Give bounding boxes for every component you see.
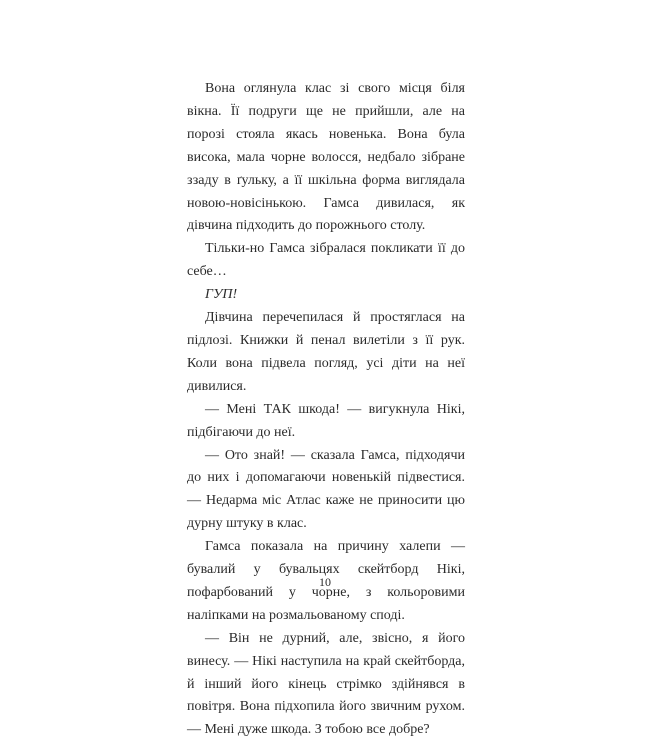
paragraph: Дівчина перечепилася й простяглася на підлозі. Книжки й пенал вилетіли з її рук. Коли вона підвела погляд, усі діти на неї дивилися. bbox=[187, 310, 465, 394]
paragraph: — Мені ТАК шкода! — вигукнула Нікі, підбігаючи до неї. bbox=[187, 401, 465, 440]
paragraph-sound-effect: ГУП! bbox=[205, 287, 238, 303]
paragraph: Тільки-но Гамса зібралася покликати її до себе… bbox=[187, 241, 465, 280]
page-number: 10 bbox=[319, 575, 331, 589]
paragraph: — Ото знай! — сказала Гамса, підходячи до них і допомагаючи новенькій підвестися. — Недарма міс Атлас каже не приносити цю дурну штуку в клас. bbox=[187, 447, 465, 532]
body-text bbox=[187, 78, 465, 742]
paragraph: Гамса показала на причину халепи — бувалий у бувальцях скейтборд Нікі, пофарбований у чорне, з кольоровими наліпками на розмальованому споді. bbox=[187, 539, 465, 623]
paragraph: Вона оглянула клас зі свого місця біля вікна. Її подруги ще не прийшли, але на порозі стояла якась новенька. Вона була висока, мала чорне волосся, недбало зібране ззаду в ґульку, а її шкільна форма виглядала новою-новісінькою. Гамса дивилася, як дівчина підходить до порожнього столу. bbox=[187, 81, 465, 234]
paragraph: — Він не дурний, але, звісно, я його винесу. — Нікі наступила на край скейтборда, й інший його кінець стрімко здійнявся в повітря. Вона підхопила його звичним рухом. — Мені дуже шкода. З тобою все добре? bbox=[187, 630, 465, 738]
